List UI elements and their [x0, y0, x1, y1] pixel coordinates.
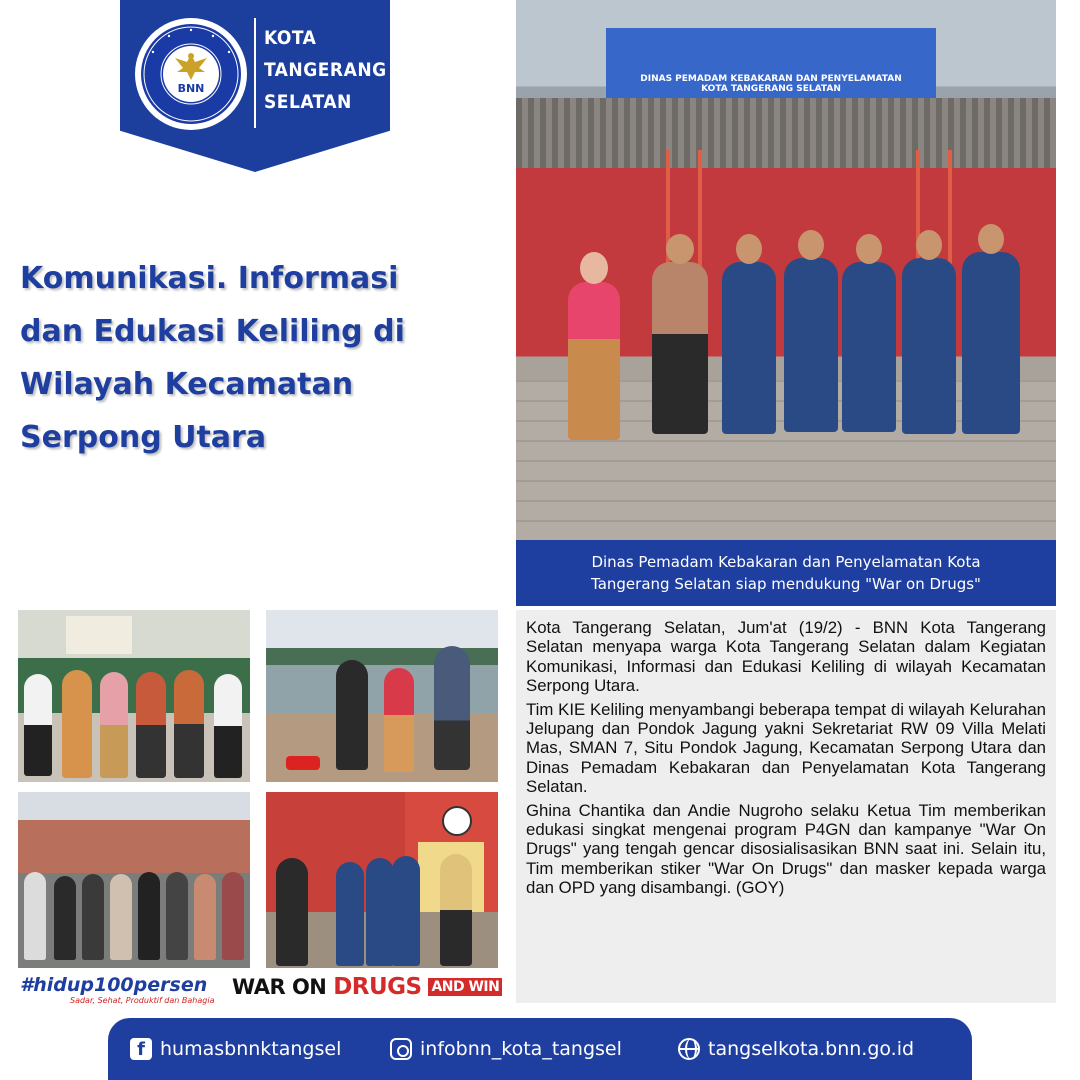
- region-line-1: KOTA: [264, 27, 317, 49]
- instagram-handle: infobnn_kota_tangsel: [420, 1038, 622, 1060]
- article-body: [516, 610, 1056, 1003]
- facebook-handle: humasbnnktangsel: [160, 1038, 342, 1060]
- person-figure: [652, 262, 708, 434]
- title-line-1: Komunikasi. Informasi: [20, 261, 399, 296]
- person-figure: [440, 854, 472, 966]
- person-figure: [110, 874, 132, 960]
- person-figure: [222, 872, 244, 960]
- photo-caption: [516, 540, 1056, 606]
- canopy-roof: [516, 98, 1056, 168]
- and-win-text: AND WIN: [428, 978, 502, 996]
- person-figure: [962, 252, 1020, 434]
- person-figure: [842, 262, 896, 432]
- article-paragraph-2: Tim KIE Keliling menyambangi beberapa tempat di wilayah Kelurahan Jelupang dan Pondok Jagung yakni Sekretariat RW 09 Villa Melati Mas, SMAN 7, Situ Pondok Jagung, Kecamatan Serpong Utara dan Dinas Pemadam Kebakaran dan Penyelamatan Kota Tangerang Selatan.: [526, 699, 1046, 797]
- drugs-text: DRUGS: [333, 974, 422, 1000]
- person-figure: [366, 858, 394, 966]
- photo-situ-pondok-jagung: [266, 610, 498, 782]
- title-line-3: Wilayah Kecamatan: [20, 367, 354, 402]
- facebook-link[interactable]: [130, 1036, 341, 1062]
- person-head: [580, 252, 608, 284]
- globe-icon: [678, 1038, 700, 1060]
- caption-line-2: Tangerang Selatan siap mendukung "War on Drugs": [591, 575, 981, 593]
- person-figure: [82, 874, 104, 960]
- person-head: [666, 234, 694, 264]
- article-paragraph-1: Kota Tangerang Selatan, Jum'at (19/2) - BNN Kota Tangerang Selatan menyapa warga Kota Tangerang Selatan dalam Kegiatan Komunikasi, Informasi dan Edukasi Keliling di wilayah Kecamatan Serpong Utara.: [526, 618, 1046, 696]
- clock-icon: [442, 806, 472, 836]
- person-head: [798, 230, 824, 260]
- region-line-3: SELATAN: [264, 91, 352, 113]
- building-sign-line-1: DINAS PEMADAM KEBAKARAN DAN PENYELAMATAN: [640, 74, 902, 84]
- person-head: [736, 234, 762, 264]
- person-figure: [136, 672, 166, 778]
- instagram-icon: [390, 1038, 412, 1060]
- person-figure: [568, 282, 620, 440]
- person-figure: [194, 874, 216, 960]
- person-figure: [54, 876, 76, 960]
- photo-rw09-secretariat: [18, 610, 250, 782]
- website-link[interactable]: [678, 1036, 914, 1062]
- title-line-4: Serpong Utara: [20, 420, 267, 455]
- war-on-text: WAR ON: [232, 975, 327, 999]
- person-figure: [62, 670, 92, 778]
- garuda-icon: [169, 50, 213, 84]
- person-figure: [174, 670, 204, 778]
- person-figure: [166, 872, 188, 960]
- bnn-seal-logo: [135, 18, 247, 130]
- instagram-link[interactable]: [390, 1036, 622, 1062]
- person-figure: [336, 660, 368, 770]
- badge-divider: [254, 18, 256, 128]
- person-figure: [276, 858, 308, 966]
- helmet: [286, 756, 320, 770]
- seal-abbr: BNN: [177, 82, 205, 95]
- person-figure: [100, 672, 128, 778]
- war-on-drugs-logo: [232, 974, 502, 1000]
- caption-line-1: Dinas Pemadam Kebakaran dan Penyelamatan Kota: [591, 553, 981, 571]
- building-sign-line-2: KOTA TANGERANG SELATAN: [701, 84, 841, 94]
- person-figure: [784, 258, 838, 432]
- photo-fire-department-office: [266, 792, 498, 968]
- person-figure: [392, 856, 420, 966]
- footer-contacts: [108, 1018, 972, 1080]
- page-title: [20, 252, 490, 464]
- person-head: [856, 234, 882, 264]
- person-figure: [722, 262, 776, 434]
- article-paragraph-3: Ghina Chantika dan Andie Nugroho selaku Ketua Tim memberikan edukasi singkat mengenai program P4GN dan kampanye "War On Drugs" yang tengah gencar disosialisasikan BNN saat ini. Selain itu, Tim memberikan stiker "War On Drugs" dan masker kepada warga dan OPD yang disambangi. (GOY): [526, 800, 1046, 898]
- campaign-tagline: Sadar, Sehat, Produktif dan Bahagia: [70, 996, 215, 1005]
- person-figure: [214, 674, 242, 778]
- person-figure: [138, 872, 160, 960]
- region-line-2: TANGERANG: [264, 59, 387, 81]
- photo-sman-7: [18, 792, 250, 968]
- website-url: tangselkota.bnn.go.id: [708, 1038, 915, 1060]
- person-head: [978, 224, 1004, 254]
- facebook-icon: f: [130, 1038, 152, 1060]
- main-photo: [516, 0, 1056, 540]
- person-figure: [24, 872, 46, 960]
- person-figure: [902, 258, 956, 434]
- person-figure: [434, 646, 470, 770]
- person-head: [916, 230, 942, 260]
- campaign-hashtag: #hidup100persen: [20, 974, 208, 996]
- title-line-2: dan Edukasi Keliling di: [20, 314, 405, 349]
- person-figure: [24, 674, 52, 776]
- person-figure: [384, 668, 414, 772]
- region-name: [264, 22, 387, 118]
- building-sign: [606, 28, 936, 98]
- secretariat-sign: [66, 616, 132, 654]
- person-figure: [336, 862, 364, 966]
